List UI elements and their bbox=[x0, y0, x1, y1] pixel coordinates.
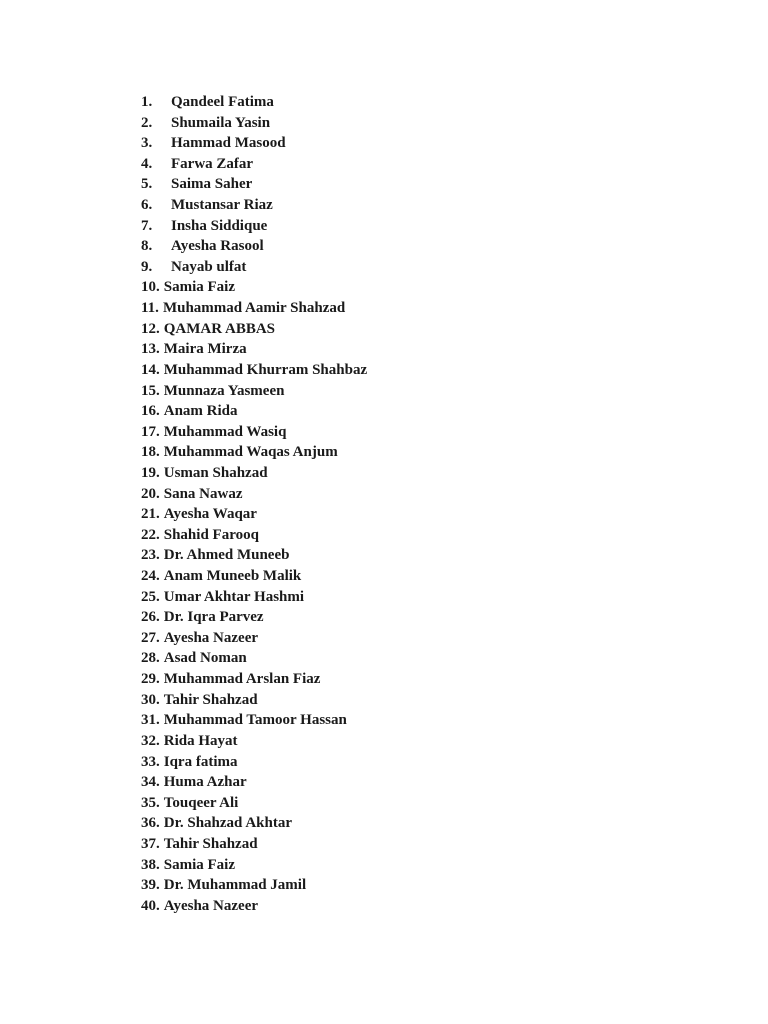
list-item bbox=[141, 298, 367, 319]
list-item-number: 18. bbox=[141, 444, 160, 461]
list-item bbox=[141, 463, 367, 484]
list-item-name: Hammad Masood bbox=[171, 135, 286, 152]
list-item-name: Dr. Shahzad Akhtar bbox=[163, 815, 292, 832]
list-item bbox=[141, 772, 367, 793]
list-item-name: Muhammad Waqas Anjum bbox=[163, 444, 338, 461]
list-item-name: Munnaza Yasmeen bbox=[163, 382, 285, 399]
list-item-number: 34. bbox=[141, 774, 160, 791]
list-item-number: 11. bbox=[141, 300, 159, 317]
list-item-number: 40. bbox=[141, 897, 160, 914]
list-item-number: 38. bbox=[141, 856, 160, 873]
list-item-number: 8. bbox=[141, 238, 153, 255]
list-item-number: 7. bbox=[141, 217, 153, 234]
list-item-name: Touqeer Ali bbox=[163, 794, 239, 811]
list-item bbox=[141, 339, 367, 360]
list-item-name: Farwa Zafar bbox=[171, 155, 254, 172]
list-item-number: 6. bbox=[141, 197, 153, 214]
list-item-name: Huma Azhar bbox=[163, 774, 247, 791]
list-item-name: Nayab ulfat bbox=[171, 258, 247, 275]
list-item-number: 26. bbox=[141, 609, 160, 626]
list-item bbox=[141, 484, 367, 505]
list-item-number: 21. bbox=[141, 506, 160, 523]
list-item-name: Anam Rida bbox=[163, 403, 238, 420]
list-item-number: 9. bbox=[141, 258, 153, 275]
list-item-number: 24. bbox=[141, 568, 160, 585]
list-item bbox=[141, 648, 367, 669]
list-item-number: 31. bbox=[141, 712, 160, 729]
list-item bbox=[141, 875, 367, 896]
list-item-name: Asad Noman bbox=[163, 650, 247, 667]
list-item-number: 10. bbox=[141, 279, 160, 296]
list-item-number: 13. bbox=[141, 341, 160, 358]
list-item bbox=[141, 319, 367, 340]
list-item-name: Iqra fatima bbox=[163, 753, 238, 770]
list-item-name: Muhammad Tamoor Hassan bbox=[163, 712, 347, 729]
list-item bbox=[141, 813, 367, 834]
list-item bbox=[141, 133, 367, 154]
list-item-name: Shahid Farooq bbox=[163, 526, 259, 543]
list-item bbox=[141, 216, 367, 237]
list-item bbox=[141, 855, 367, 876]
list-item bbox=[141, 92, 367, 113]
list-item-name: Dr. Muhammad Jamil bbox=[163, 877, 307, 894]
list-item bbox=[141, 113, 367, 134]
list-item bbox=[141, 690, 367, 711]
list-item-name: Dr. Iqra Parvez bbox=[163, 609, 264, 626]
list-item bbox=[141, 525, 367, 546]
list-item bbox=[141, 587, 367, 608]
list-item-number: 15. bbox=[141, 382, 160, 399]
list-item-name: Samia Faiz bbox=[163, 279, 235, 296]
list-item bbox=[141, 360, 367, 381]
list-item-number: 1. bbox=[141, 94, 153, 110]
list-item-number: 36. bbox=[141, 815, 160, 832]
list-item-number: 35. bbox=[141, 794, 160, 811]
list-item-number: 19. bbox=[141, 464, 160, 481]
list-item-number: 2. bbox=[141, 114, 153, 131]
list-item-name: Rida Hayat bbox=[163, 732, 238, 749]
list-item bbox=[141, 236, 367, 257]
list-item-name: Sana Nawaz bbox=[163, 485, 243, 502]
list-item-number: 30. bbox=[141, 691, 160, 708]
list-item-number: 16. bbox=[141, 403, 160, 420]
list-item-number: 29. bbox=[141, 671, 160, 688]
list-item-name: Muhammad Wasiq bbox=[163, 423, 287, 440]
list-item-name: Tahir Shahzad bbox=[163, 835, 258, 852]
list-item-name: Ayesha Nazeer bbox=[163, 629, 259, 646]
list-item-number: 14. bbox=[141, 361, 160, 378]
list-item bbox=[141, 628, 367, 649]
list-item-name: Dr. Ahmed Muneeb bbox=[163, 547, 290, 564]
list-item-number: 3. bbox=[141, 135, 153, 152]
list-item-name: QAMAR ABBAS bbox=[163, 320, 276, 337]
list-item-number: 39. bbox=[141, 877, 160, 894]
list-item bbox=[141, 195, 367, 216]
list-item-number: 22. bbox=[141, 526, 160, 543]
list-item-name: Saima Saher bbox=[171, 176, 253, 193]
list-item-number: 25. bbox=[141, 588, 160, 605]
list-item-name: Mustansar Riaz bbox=[171, 197, 273, 214]
list-item bbox=[141, 257, 367, 278]
list-item bbox=[141, 607, 367, 628]
list-item bbox=[141, 710, 367, 731]
list-item bbox=[141, 566, 367, 587]
list-item-name: Shumaila Yasin bbox=[171, 114, 271, 131]
list-item bbox=[141, 442, 367, 463]
list-item-number: 37. bbox=[141, 835, 160, 852]
list-item-name: Ayesha Waqar bbox=[163, 506, 257, 523]
list-item bbox=[141, 381, 367, 402]
list-item-name: Usman Shahzad bbox=[163, 464, 268, 481]
list-item bbox=[141, 174, 367, 195]
list-item-name: Samia Faiz bbox=[163, 856, 235, 873]
list-item bbox=[141, 896, 367, 917]
list-item bbox=[141, 752, 367, 773]
list-item bbox=[141, 793, 367, 814]
name-list bbox=[141, 92, 367, 916]
list-item bbox=[141, 401, 367, 422]
list-item-number: 4. bbox=[141, 155, 153, 172]
list-item-name: Anam Muneeb Malik bbox=[163, 568, 302, 585]
list-item-name: Muhammad Arslan Fiaz bbox=[163, 671, 321, 688]
list-item-number: 23. bbox=[141, 547, 160, 564]
list-item-number: 27. bbox=[141, 629, 160, 646]
list-item-number: 32. bbox=[141, 732, 160, 749]
list-item bbox=[141, 834, 367, 855]
list-item-name: Tahir Shahzad bbox=[163, 691, 258, 708]
list-item-name: Muhammad Khurram Shahbaz bbox=[163, 361, 368, 378]
list-item bbox=[141, 731, 367, 752]
list-item-number: 17. bbox=[141, 423, 160, 440]
list-item bbox=[141, 277, 367, 298]
list-item bbox=[141, 504, 367, 525]
list-item-number: 12. bbox=[141, 320, 160, 337]
list-item bbox=[141, 422, 367, 443]
list-item-name: Maira Mirza bbox=[163, 341, 247, 358]
list-item-number: 33. bbox=[141, 753, 160, 770]
list-item-name: Qandeel Fatima bbox=[171, 94, 274, 110]
list-item-name: Ayesha Rasool bbox=[171, 238, 264, 255]
list-item-name: Umar Akhtar Hashmi bbox=[163, 588, 305, 605]
list-item-name: Muhammad Aamir Shahzad bbox=[162, 300, 346, 317]
list-item bbox=[141, 669, 367, 690]
list-item-name: Ayesha Nazeer bbox=[163, 897, 259, 914]
list-item bbox=[141, 545, 367, 566]
list-item-number: 20. bbox=[141, 485, 160, 502]
list-item-number: 5. bbox=[141, 176, 153, 193]
list-item-name: Insha Siddique bbox=[171, 217, 268, 234]
list-item bbox=[141, 154, 367, 175]
list-item-number: 28. bbox=[141, 650, 160, 667]
